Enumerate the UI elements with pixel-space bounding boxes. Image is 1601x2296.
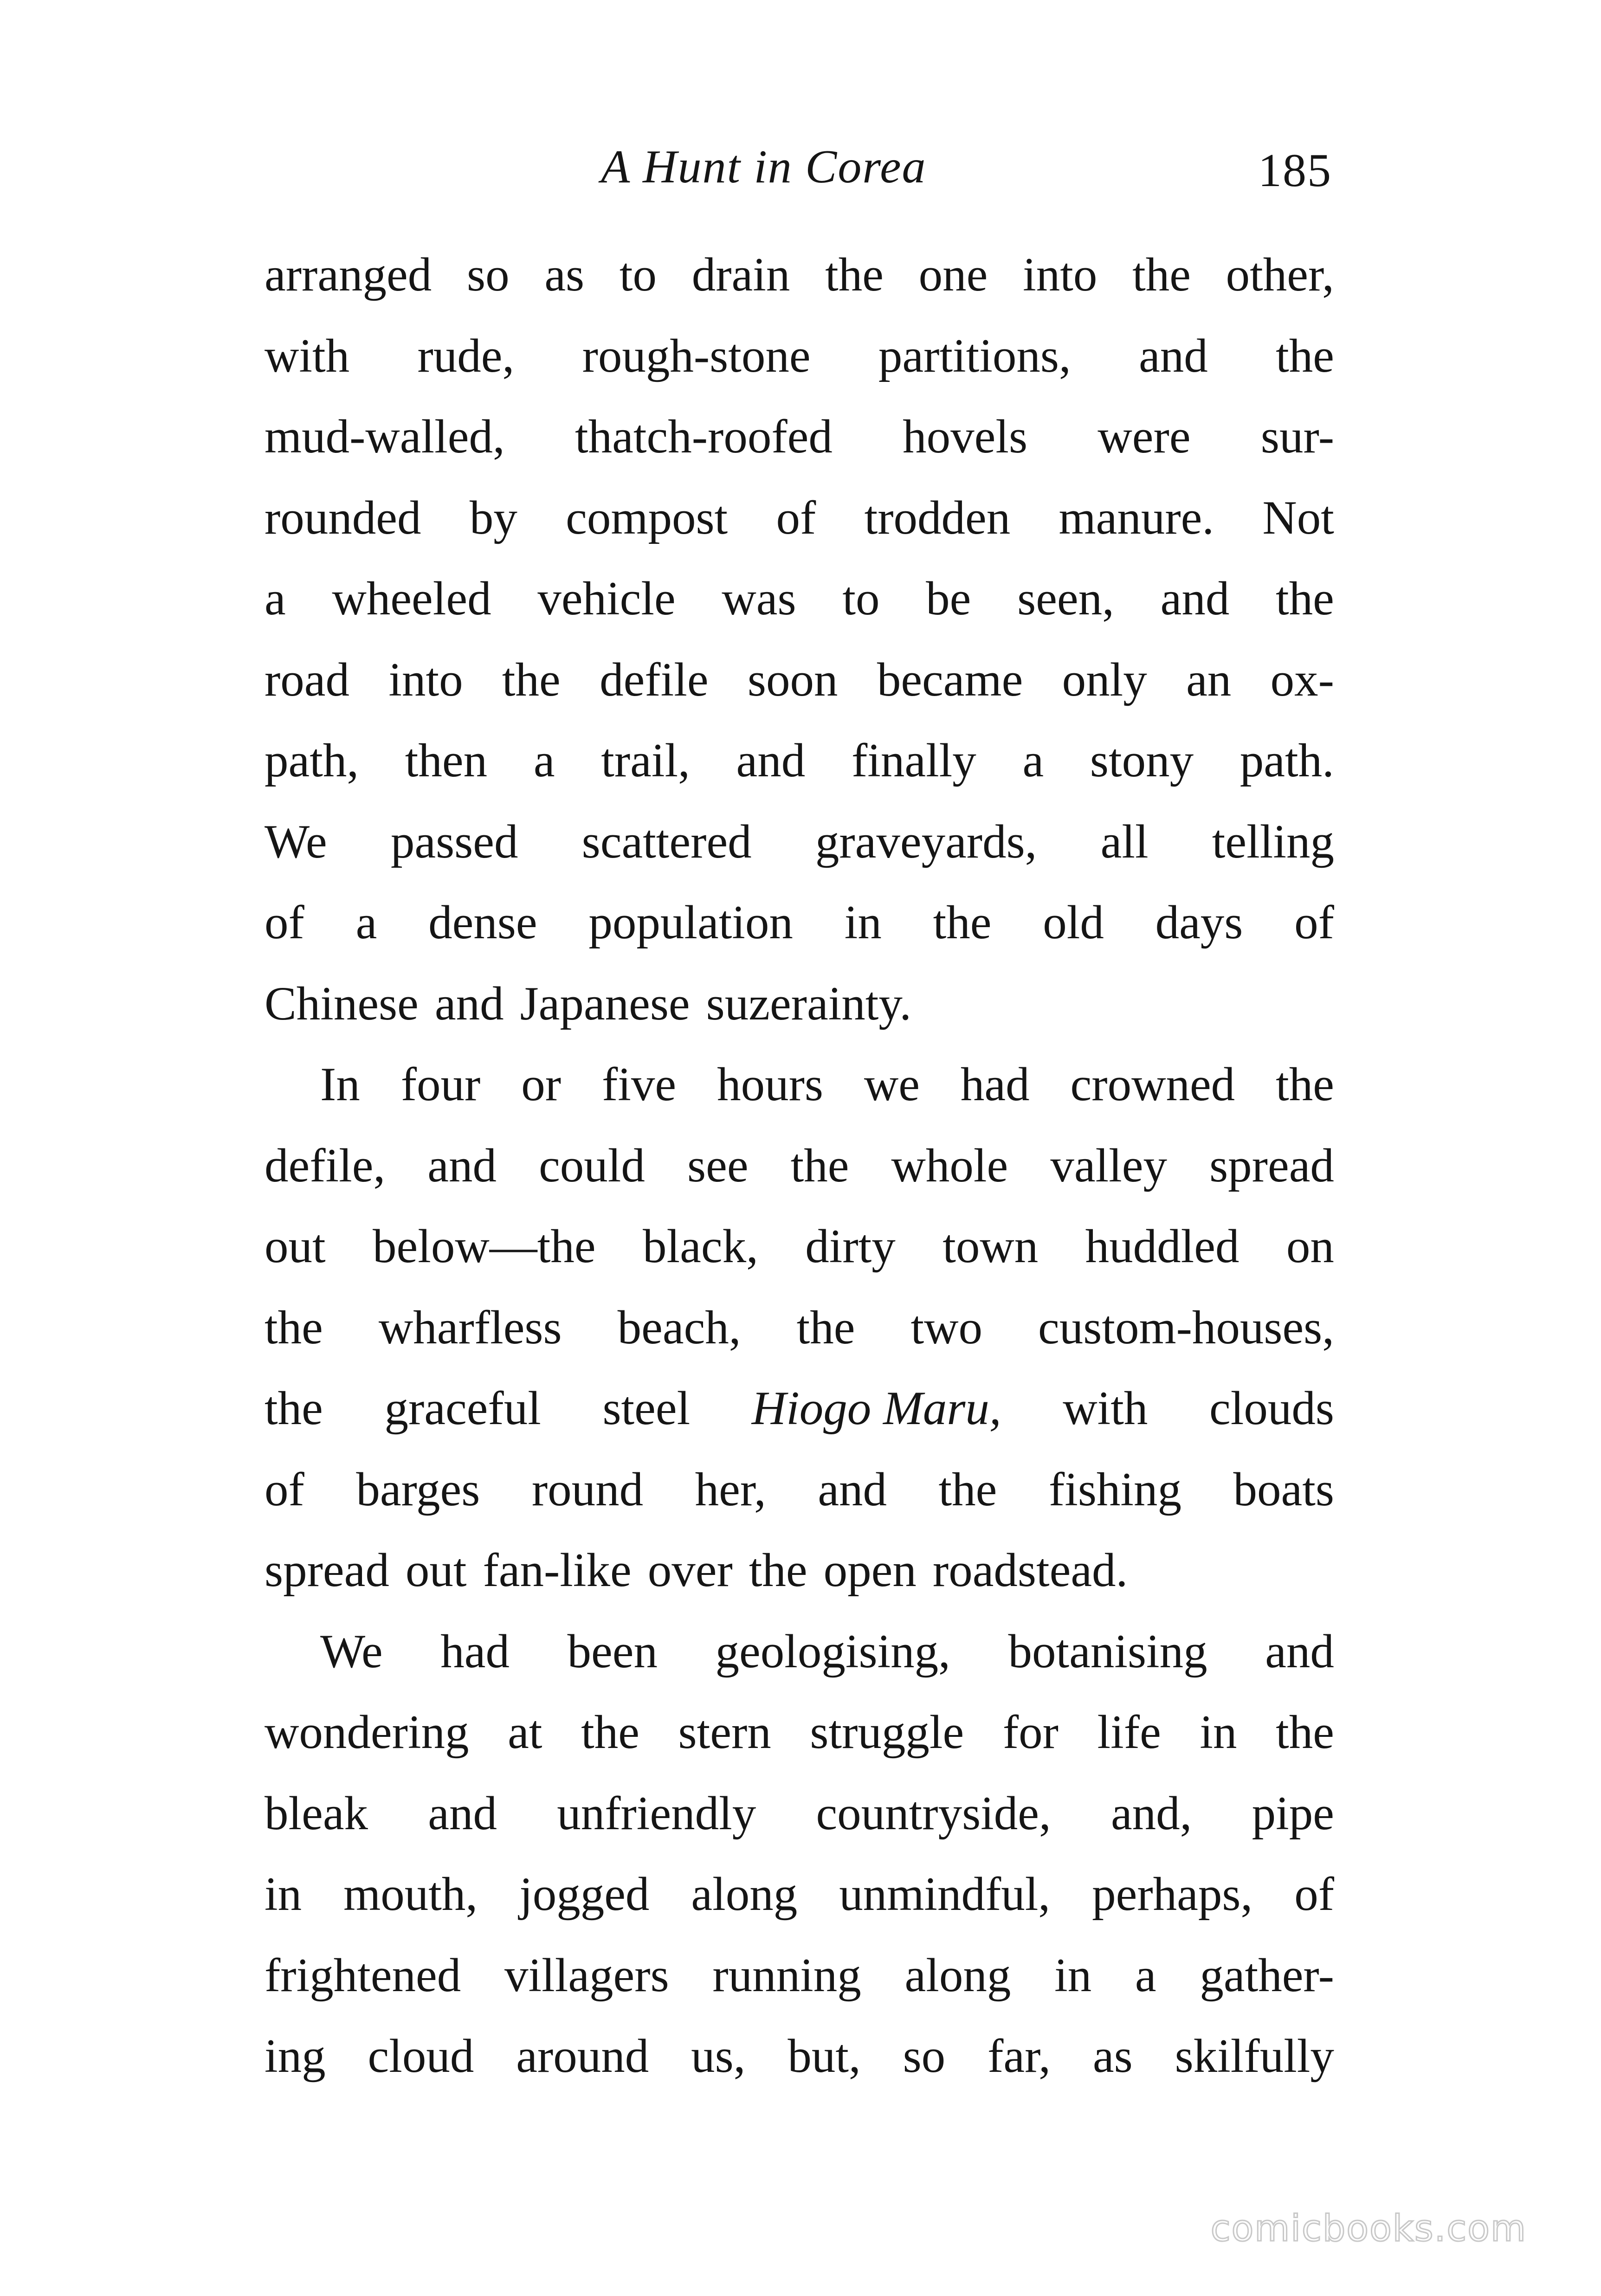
word: or	[521, 1058, 562, 1111]
word: road	[265, 653, 350, 706]
word: we	[864, 1058, 920, 1111]
word: stern	[678, 1706, 771, 1759]
text-line	[265, 1854, 1334, 1935]
word: as	[1092, 2030, 1133, 2083]
word: in	[265, 1868, 302, 1921]
word: then	[405, 734, 488, 787]
word: black,	[643, 1220, 758, 1273]
text-line	[265, 1044, 1334, 1125]
word: We	[320, 1625, 383, 1678]
word: and	[434, 977, 504, 1030]
word: the	[265, 1301, 323, 1354]
word: valley	[1050, 1139, 1168, 1192]
word: an	[1186, 653, 1232, 706]
word: the	[1276, 1706, 1334, 1759]
word: trail,	[601, 734, 690, 787]
word: the	[790, 1139, 849, 1192]
running-title: A Hunt in Corea	[601, 141, 927, 193]
word: a	[1135, 1948, 1156, 2002]
word: In	[320, 1058, 360, 1111]
word: as	[544, 248, 585, 301]
word: out	[405, 1544, 467, 1597]
word: running	[712, 1948, 861, 2002]
word: town	[943, 1220, 1039, 1273]
word: bleak	[265, 1786, 368, 1840]
word: below—the	[373, 1220, 596, 1273]
word: wheeled	[332, 572, 491, 625]
word: rough-stone	[582, 329, 811, 382]
word: been	[567, 1625, 658, 1678]
word: huddled	[1085, 1220, 1239, 1273]
word: unfriendly	[557, 1786, 756, 1840]
text-line	[265, 1692, 1334, 1773]
word: Japanese	[520, 977, 690, 1030]
watermark: comicbooks.com	[1210, 2208, 1527, 2250]
word: the	[581, 1706, 639, 1759]
word: the	[933, 896, 992, 949]
word: the	[1276, 572, 1334, 625]
text-line	[265, 1287, 1334, 1368]
word: became	[877, 653, 1023, 706]
running-head	[260, 132, 1332, 202]
word: arranged	[265, 248, 432, 301]
word: to	[619, 248, 657, 301]
word: in	[844, 896, 882, 949]
word: suzerainty.	[706, 977, 911, 1030]
word: trodden	[864, 491, 1011, 544]
word: defile	[600, 653, 709, 706]
word: and	[1265, 1625, 1334, 1678]
word: Hiogo Maru,	[751, 1382, 1001, 1435]
word: path,	[265, 734, 359, 787]
word: in	[1054, 1948, 1092, 2002]
word: was	[722, 572, 796, 625]
word: over	[647, 1544, 733, 1597]
word: and	[427, 1139, 497, 1192]
word: the	[265, 1382, 323, 1435]
word: along	[691, 1868, 798, 1921]
word: ox-	[1270, 653, 1334, 706]
word: Chinese	[265, 977, 419, 1030]
text-line	[265, 1368, 1334, 1449]
word: perhaps,	[1092, 1868, 1253, 1921]
word: steel	[602, 1382, 691, 1435]
body-text	[265, 234, 1334, 2097]
word: scattered	[581, 815, 752, 868]
word: telling	[1212, 815, 1334, 868]
word: and	[736, 734, 806, 787]
word: open	[823, 1544, 917, 1597]
word: of	[1294, 896, 1334, 949]
word: population	[588, 896, 793, 949]
word: the	[502, 653, 561, 706]
word: with	[265, 329, 350, 382]
text-line	[265, 1206, 1334, 1287]
word: dirty	[805, 1220, 896, 1273]
word: of	[776, 491, 816, 544]
text-line	[265, 1449, 1334, 1530]
word: a	[533, 734, 555, 787]
word: the	[1276, 1058, 1334, 1111]
word: could	[539, 1139, 645, 1192]
text-line	[265, 1935, 1334, 2016]
word: crowned	[1070, 1058, 1235, 1111]
word: far,	[988, 2030, 1051, 2083]
word: compost	[566, 491, 728, 544]
word: gather-	[1200, 1948, 1334, 2002]
word: manure.	[1059, 491, 1214, 544]
word: whole	[891, 1139, 1008, 1192]
text-line	[265, 2016, 1334, 2097]
word: with	[1063, 1382, 1148, 1435]
word: us,	[691, 2030, 746, 2083]
text-line	[265, 558, 1334, 639]
word: the	[825, 248, 884, 301]
word: were	[1097, 410, 1191, 463]
word: mouth,	[343, 1868, 478, 1921]
word: geologising,	[715, 1625, 950, 1678]
word: two	[910, 1301, 982, 1354]
paragraph	[265, 1611, 1334, 2097]
word: and	[1139, 329, 1208, 382]
text-line	[265, 396, 1334, 477]
word: drain	[691, 248, 790, 301]
word: botanising	[1008, 1625, 1207, 1678]
text-line	[265, 801, 1334, 883]
word: frightened	[265, 1948, 461, 2002]
word: into	[388, 653, 463, 706]
word: spread	[265, 1544, 389, 1597]
word: and,	[1110, 1786, 1192, 1840]
word: countryside,	[816, 1786, 1051, 1840]
word: partitions,	[878, 329, 1071, 382]
word: one	[918, 248, 988, 301]
word: the	[938, 1463, 997, 1516]
word: on	[1286, 1220, 1334, 1273]
word: barges	[356, 1463, 480, 1516]
word: wondering	[265, 1706, 469, 1759]
word: only	[1062, 653, 1147, 706]
text-line	[265, 234, 1334, 316]
word: a	[1022, 734, 1044, 787]
word: days	[1155, 896, 1243, 949]
word: and	[1160, 572, 1230, 625]
text-line	[265, 1125, 1334, 1206]
word: but,	[788, 2030, 861, 2083]
word: boats	[1233, 1463, 1334, 1516]
text-line	[265, 477, 1334, 559]
paragraph	[265, 1044, 1334, 1611]
text-line	[265, 882, 1334, 963]
word: We	[265, 815, 327, 868]
word: sur-	[1260, 410, 1334, 463]
word: and	[818, 1463, 887, 1516]
word: of	[265, 1463, 304, 1516]
word: in	[1200, 1706, 1237, 1759]
word: struggle	[810, 1706, 964, 1759]
word: round	[531, 1463, 644, 1516]
word: graveyards,	[815, 815, 1037, 868]
word: out	[265, 1220, 326, 1273]
word: rounded	[265, 491, 421, 544]
word: cloud	[368, 2030, 474, 2083]
word: mud-walled,	[265, 410, 505, 463]
word: of	[1294, 1868, 1334, 1921]
word: the	[796, 1301, 855, 1354]
word: graceful	[384, 1382, 541, 1435]
word: stony	[1090, 734, 1194, 787]
word: at	[508, 1706, 542, 1759]
word: pipe	[1252, 1786, 1334, 1840]
word: a	[265, 572, 286, 625]
word: five	[602, 1058, 677, 1111]
word: roadstead.	[932, 1544, 1128, 1597]
word: jogged	[519, 1868, 650, 1921]
word: hovels	[903, 410, 1028, 463]
word: along	[904, 1948, 1011, 2002]
word: finally	[851, 734, 976, 787]
word: other,	[1226, 248, 1334, 301]
word: so	[903, 2030, 946, 2083]
word: ing	[265, 2030, 326, 2083]
text-line	[265, 639, 1334, 721]
word: by	[469, 491, 517, 544]
word: the	[1132, 248, 1191, 301]
word: into	[1023, 248, 1097, 301]
text-line	[265, 963, 1334, 1045]
word: four	[400, 1058, 481, 1111]
text-line	[265, 1611, 1334, 1692]
word: Not	[1262, 491, 1334, 544]
word: life	[1097, 1706, 1161, 1759]
word: had	[440, 1625, 510, 1678]
word: custom-houses,	[1038, 1301, 1334, 1354]
word: rude,	[417, 329, 515, 382]
word: had	[960, 1058, 1030, 1111]
word: old	[1043, 896, 1104, 949]
word: all	[1100, 815, 1149, 868]
word: a	[355, 896, 377, 949]
word: around	[516, 2030, 649, 2083]
word: beach,	[617, 1301, 741, 1354]
word: dense	[428, 896, 537, 949]
word: fishing	[1048, 1463, 1182, 1516]
text-line	[265, 316, 1334, 397]
word: thatch-roofed	[575, 410, 833, 463]
word: the	[1276, 329, 1334, 382]
word: clouds	[1209, 1382, 1334, 1435]
word: fan-like	[483, 1544, 632, 1597]
word: for	[1002, 1706, 1059, 1759]
word: the	[749, 1544, 807, 1597]
word: path.	[1239, 734, 1334, 787]
word: be	[926, 572, 971, 625]
word: soon	[747, 653, 838, 706]
word: and	[428, 1786, 497, 1840]
word: villagers	[504, 1948, 669, 2002]
paragraph	[265, 234, 1334, 1044]
word: her,	[695, 1463, 766, 1516]
word: hours	[717, 1058, 823, 1111]
text-line	[265, 1773, 1334, 1854]
text-line	[265, 1530, 1334, 1611]
word: vehicle	[537, 572, 676, 625]
page-number: 185	[1258, 144, 1332, 197]
word: so	[466, 248, 510, 301]
word: skilfully	[1175, 2030, 1334, 2083]
word: of	[265, 896, 304, 949]
word: spread	[1209, 1139, 1334, 1192]
word: see	[687, 1139, 749, 1192]
word: wharfless	[378, 1301, 562, 1354]
word: passed	[390, 815, 518, 868]
word: to	[842, 572, 880, 625]
word: defile,	[265, 1139, 386, 1192]
text-line	[265, 720, 1334, 801]
word: unmindful,	[839, 1868, 1051, 1921]
word: seen,	[1017, 572, 1114, 625]
